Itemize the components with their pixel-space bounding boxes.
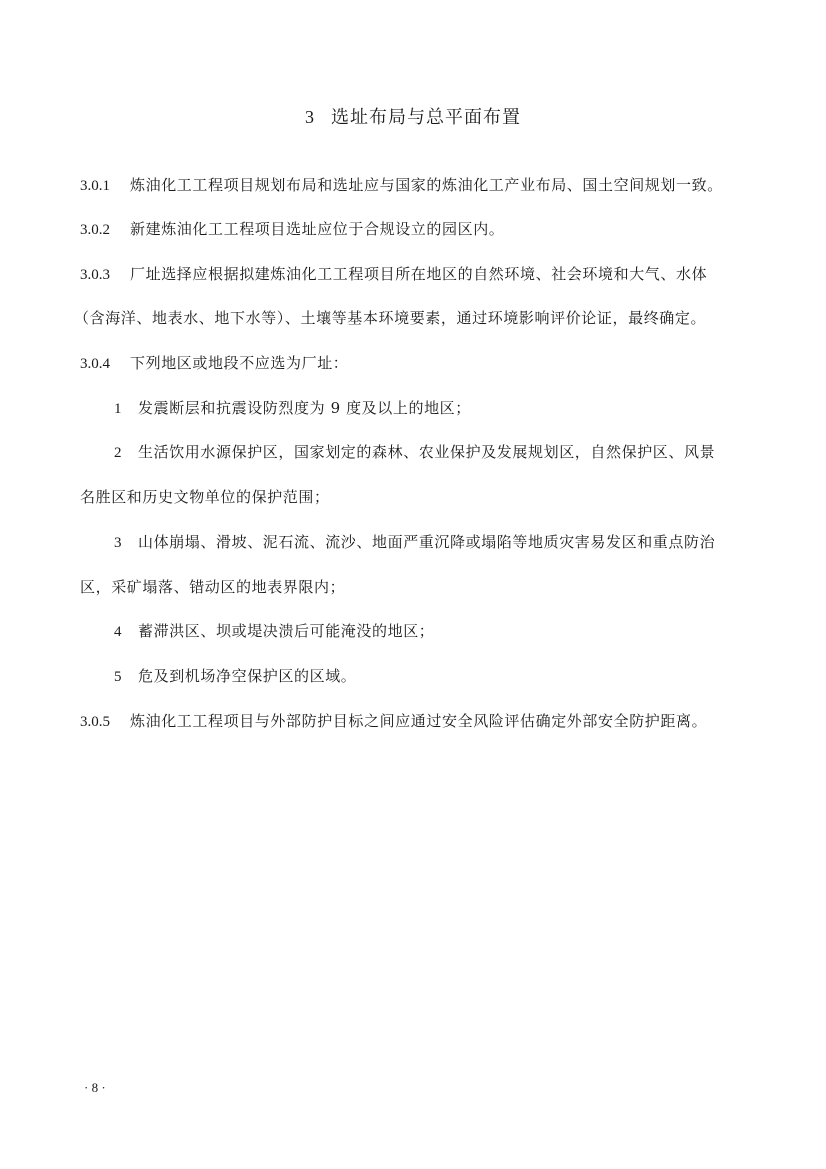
item-text: 发震断层和抗震设防烈度为 9 度及以上的地区； (138, 399, 471, 417)
item-number: 4 (114, 624, 122, 640)
chapter-number: 3 (305, 107, 315, 127)
list-item-2 (114, 441, 715, 462)
item-number: 2 (114, 445, 122, 461)
page-number: · 8 · (84, 1080, 106, 1095)
clause-3-0-3-continued (74, 307, 706, 328)
list-item-4 (114, 620, 434, 641)
clause-3-0-1 (80, 174, 723, 195)
clause-text: 炼油化工工程项目与外部防护目标之间应通过安全风险评估确定外部安全防护距离。 (130, 712, 708, 730)
list-item-2-continued (80, 486, 330, 507)
item-text: 蓄滞洪区、坝或堤决溃后可能淹没的地区； (138, 622, 435, 640)
clause-text: （含海洋、地表水、地下水等）、土壤等基本环境要素，通过环境影响评价论证，最终确定。 (74, 309, 707, 327)
list-item-5 (114, 665, 356, 686)
clause-text: 新建炼油化工工程项目选址应位于合规设立的园区内。 (130, 220, 505, 238)
clause-text: 下列地区或地段不应选为厂址： (130, 354, 349, 372)
clause-text: 厂址选择应根据拟建炼油化工工程项目所在地区的自然环境、社会环境和大气、水体 (130, 265, 708, 283)
clause-number: 3.0.4 (80, 356, 110, 372)
item-number: 1 (114, 401, 122, 417)
list-item-3 (114, 531, 715, 552)
clause-number: 3.0.3 (80, 267, 110, 283)
clause-number: 3.0.2 (80, 222, 110, 238)
clause-3-0-3 (80, 263, 707, 284)
item-text: 生活饮用水源保护区，国家划定的森林、农业保护及发展规划区，自然保护区、风景 (138, 443, 716, 461)
clause-number: 3.0.5 (80, 714, 110, 730)
clause-text: 炼油化工工程项目规划布局和选址应与国家的炼油化工产业布局、国土空间规划一致。 (130, 176, 723, 194)
item-number: 3 (114, 535, 122, 551)
clause-3-0-5 (80, 710, 707, 731)
item-number: 5 (114, 669, 122, 685)
list-item-1 (114, 397, 471, 418)
item-text: 区，采矿塌落、错动区的地表界限内； (80, 578, 346, 596)
item-text: 危及到机场净空保护区的区域。 (138, 667, 357, 685)
chapter-title-text: 选址布局与总平面布置 (331, 107, 521, 128)
chapter-title (0, 103, 826, 129)
item-text: 名胜区和历史文物单位的保护范围； (80, 488, 330, 506)
clause-number: 3.0.1 (80, 178, 110, 194)
list-item-3-continued (80, 576, 345, 597)
clause-3-0-4 (80, 352, 348, 373)
clause-3-0-2 (80, 218, 504, 239)
item-text: 山体崩塌、滑坡、泥石流、流沙、地面严重沉降或塌陷等地质灾害易发区和重点防治 (138, 533, 716, 551)
